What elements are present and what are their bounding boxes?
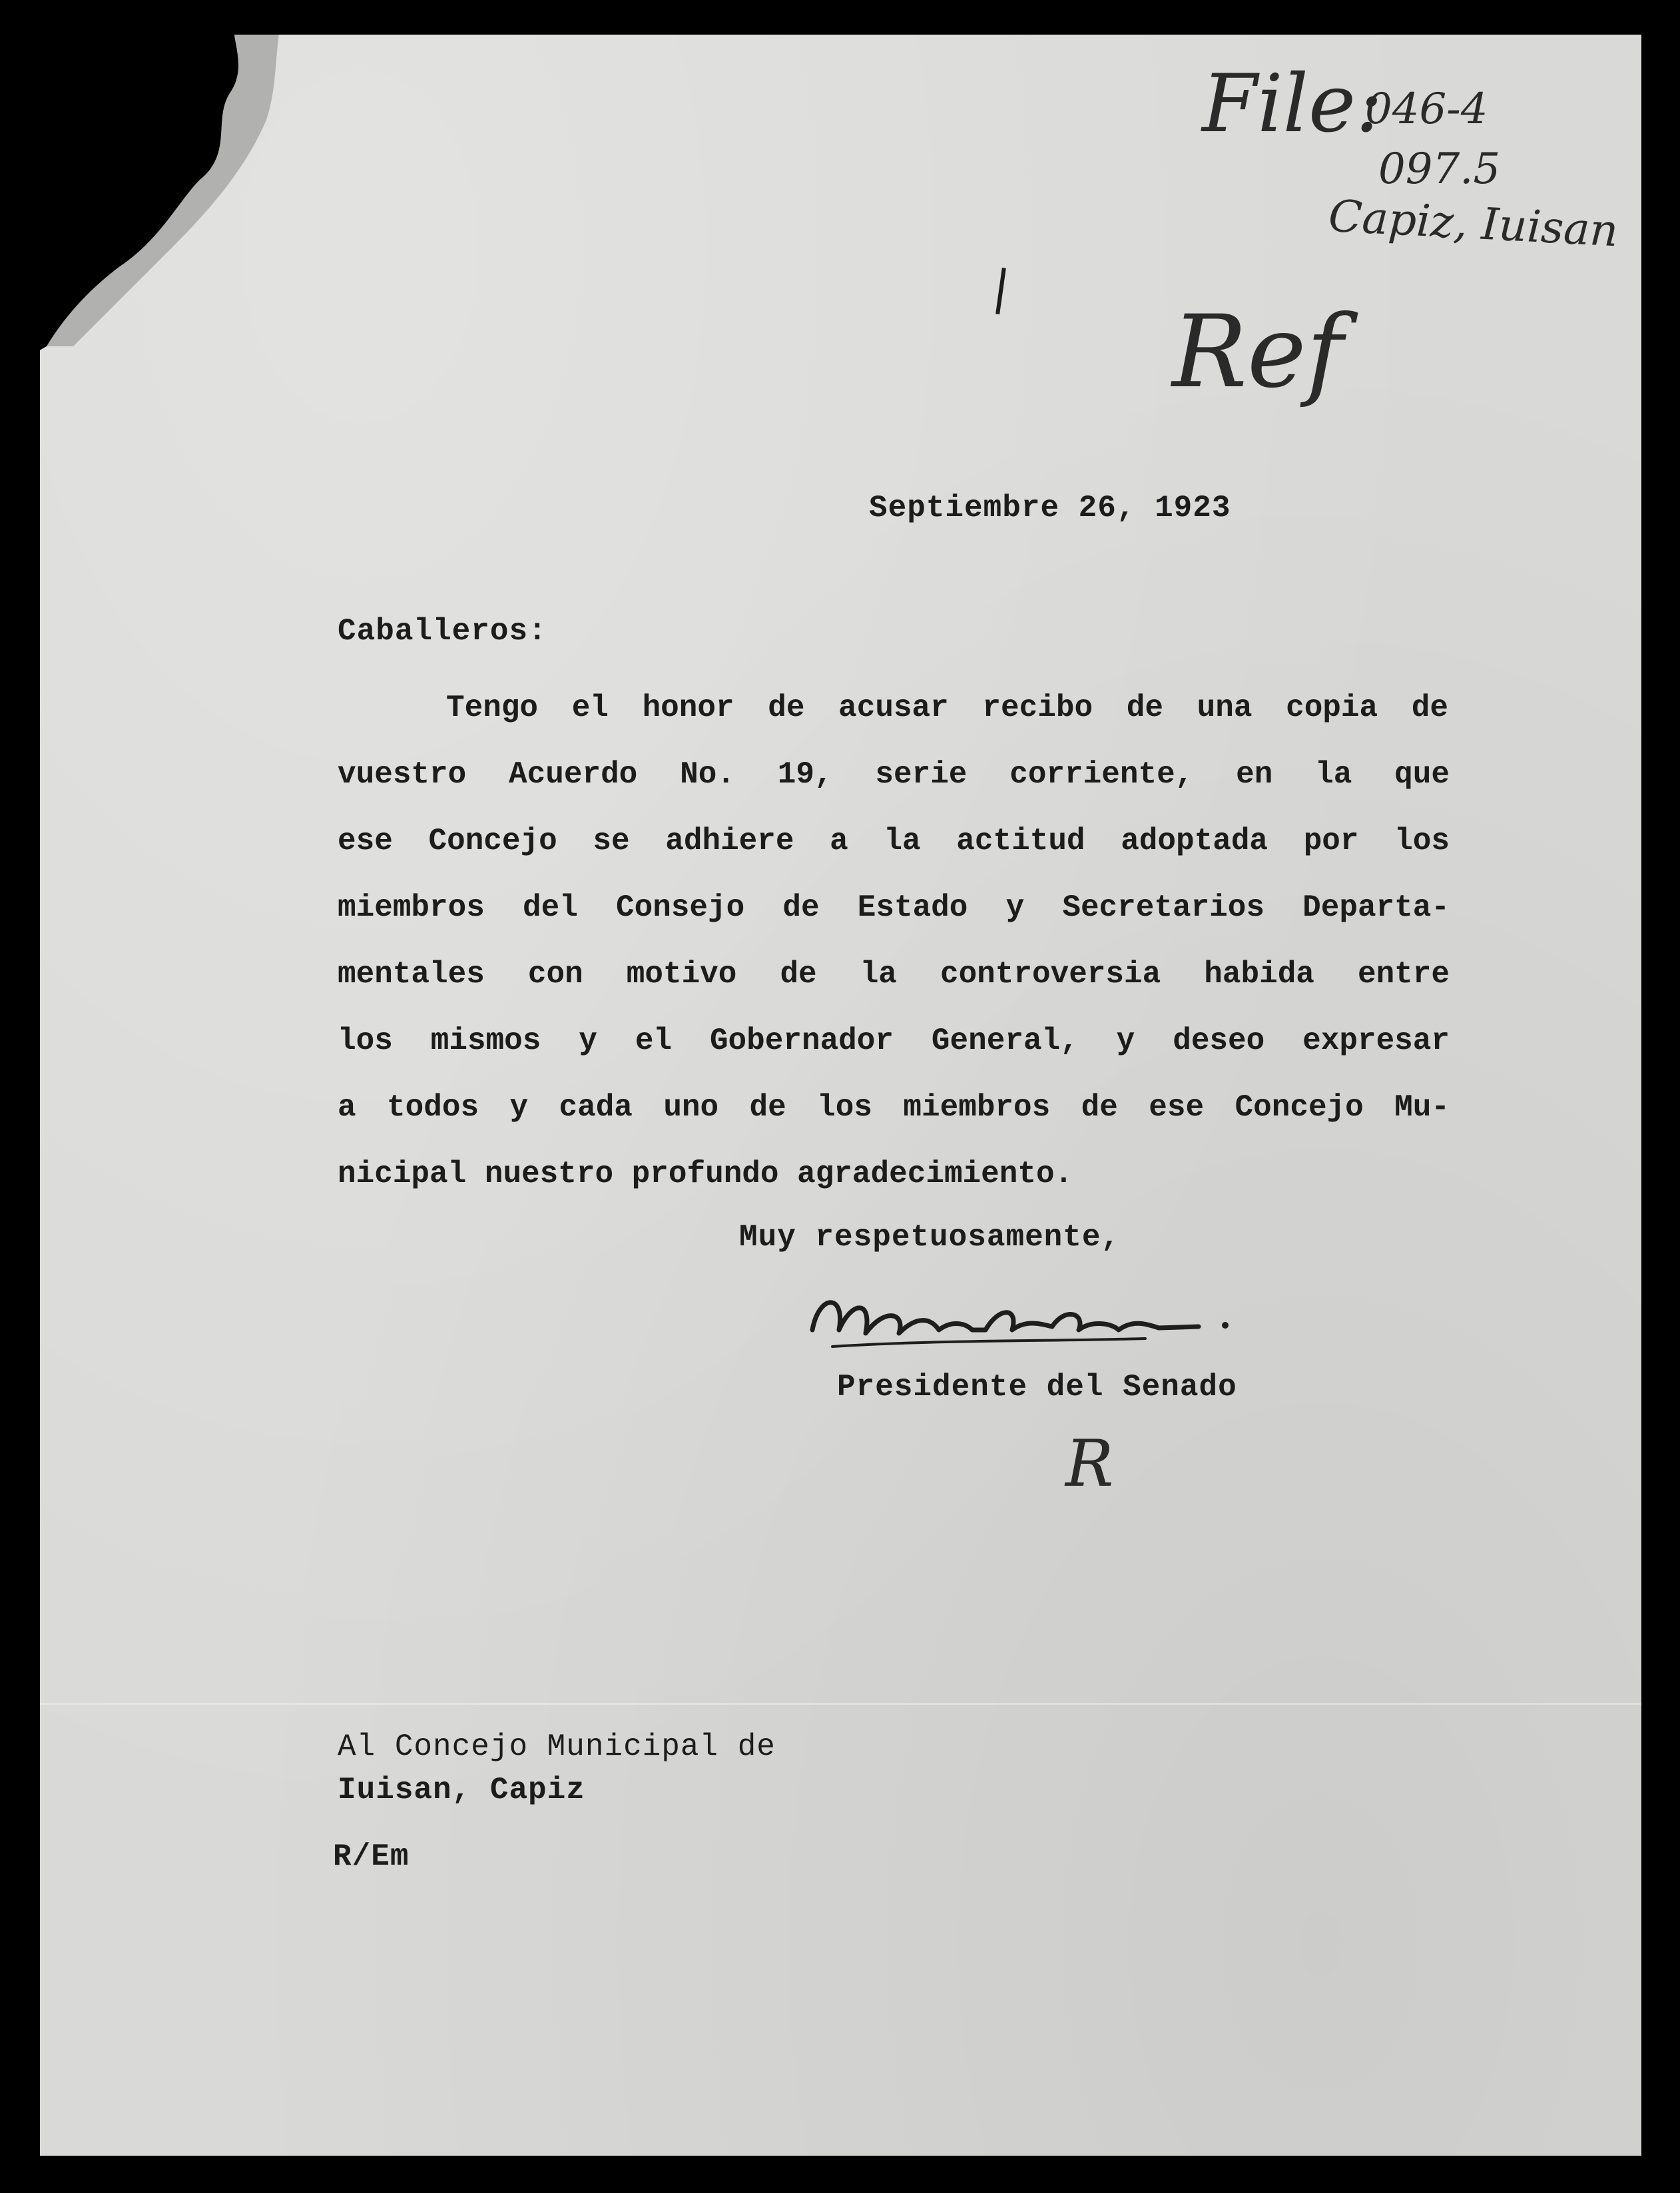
file-code-2: 097.5 [1378, 145, 1501, 194]
addressee-line: Iuisan, Capiz [338, 1773, 585, 1807]
letter-page [40, 35, 1641, 2156]
ink-mark [995, 268, 1006, 314]
initials-top: Ref [1172, 294, 1344, 410]
file-label: File: [1202, 58, 1383, 151]
closing: Muy respetuosamente, [739, 1220, 1121, 1255]
signature [799, 1267, 1265, 1367]
salutation: Caballeros: [338, 614, 547, 649]
torn-corner [40, 35, 346, 373]
initial-bottom: R [1065, 1426, 1114, 1501]
body-line: a todos y cada uno de los miembros de ese Concejo Mu- [338, 1090, 1450, 1125]
file-code-1: 046-4 [1365, 85, 1488, 134]
body-line: mentales con motivo de la controversia habida entre [338, 957, 1450, 992]
location-note: Capiz, Iuisan [1327, 190, 1620, 257]
body-line: nicipal nuestro profundo agradecimiento. [338, 1157, 1073, 1191]
body-line: miembros del Consejo de Estado y Secretarios Departa- [338, 890, 1450, 925]
body-line: vuestro Acuerdo No. 19, serie corriente, en la que [338, 757, 1450, 792]
body-line: los mismos y el Gobernador General, y deseo expresar [338, 1024, 1450, 1058]
body-line: ese Concejo se adhiere a la actitud adoptada por los [338, 824, 1450, 858]
fold-line [40, 1703, 1641, 1705]
letter-date: Septiembre 26, 1923 [869, 491, 1231, 525]
signer-title: Presidente del Senado [837, 1370, 1237, 1405]
body-line: Tengo el honor de acusar recibo de una copia de [446, 691, 1448, 725]
reference-initials: R/Em [333, 1839, 410, 1874]
addressee-line: Al Concejo Municipal de [338, 1729, 776, 1764]
